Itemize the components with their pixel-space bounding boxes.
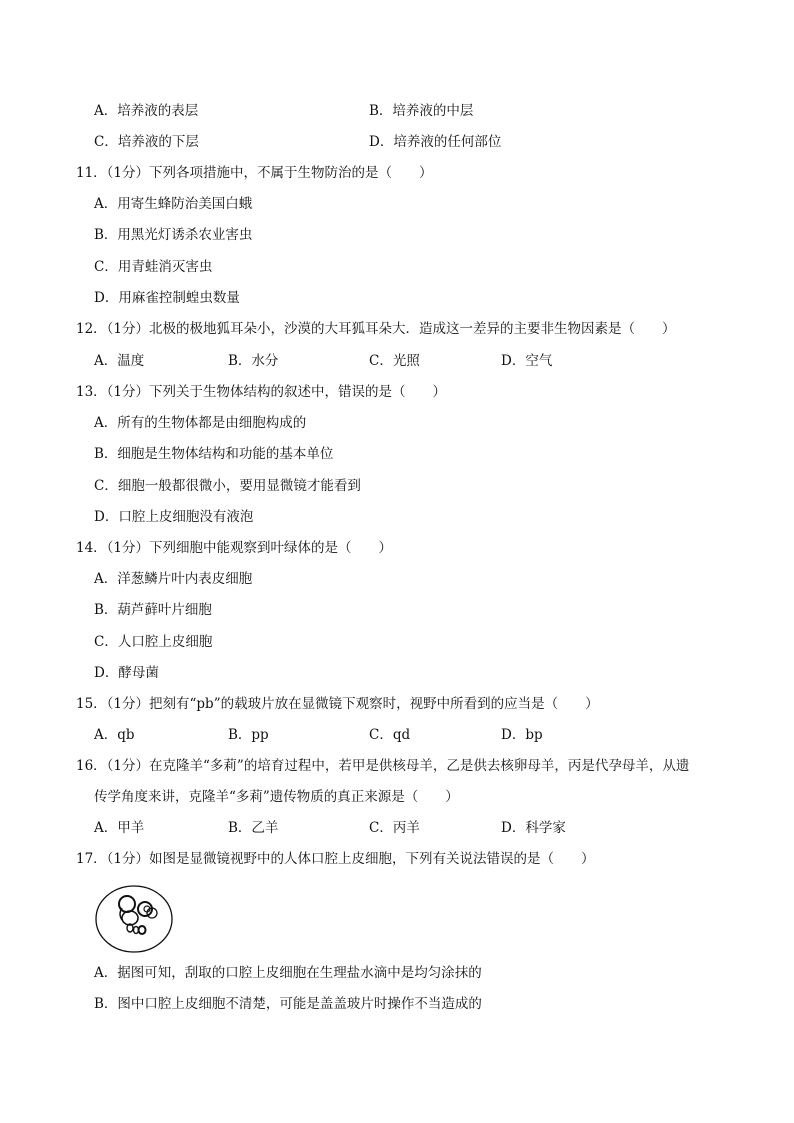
q12-option-c: C．光照 [369,353,420,369]
q15-option-a: A．qb [94,727,135,743]
q15-option-d: D．bp [501,727,543,743]
q12-option-d: D．空气 [501,353,553,369]
q13-option-d: D．口腔上皮细胞没有液泡 [94,509,254,525]
q11-stem: 11．（1分）下列各项措施中，不属于生物防治的是（ ） [76,165,433,181]
q13-option-b: B．细胞是生物体结构和功能的基本单位 [94,446,334,462]
q10-option-c: C．培养液的下层 [94,134,199,150]
q13-stem: 13．（1分）下列关于生物体结构的叙述中，错误的是（ ） [76,384,447,400]
q13-option-a: A．所有的生物体都是由细胞构成的 [94,415,307,431]
q14-option-c: C．人口腔上皮细胞 [94,634,213,650]
q10-option-b: B．培养液的中层 [369,103,474,119]
q16-option-b: B．乙羊 [228,820,279,836]
q16-stem-line2: 传学角度来讲，克隆羊“多莉”遗传物质的真正来源是（ ） [94,789,459,805]
q17-option-b: B．图中口腔上皮细胞不清楚，可能是盖盖玻片时操作不当造成的 [94,996,482,1012]
q14-option-b: B．葫芦藓叶片细胞 [94,602,212,618]
q14-stem: 14．（1分）下列细胞中能观察到叶绿体的是（ ） [76,540,393,556]
microscope-field-icon [94,884,174,954]
q11-option-b: B．用黑光灯诱杀农业害虫 [94,227,253,243]
q16-stem-line1: 16．（1分）在克隆羊“多莉”的培育过程中，若甲是供核母羊，乙是供去核卵母羊，丙是代孕母羊，从遗 [76,758,690,774]
q12-option-a: A．温度 [94,353,145,369]
q14-option-a: A．洋葱鳞片叶内表皮细胞 [94,571,253,587]
q17-stem: 17．（1分）如图是显微镜视野中的人体口腔上皮细胞，下列有关说法错误的是（ ） [76,851,595,867]
q11-option-c: C．用青蛙消灭害虫 [94,259,213,275]
q12-stem: 12．（1分）北极的极地狐耳朵小，沙漠的大耳狐耳朵大．造成这一差异的主要非生物因素是（ ） [76,321,676,337]
q16-option-a: A．甲羊 [94,820,145,836]
q11-option-d: D．用麻雀控制蝗虫数量 [94,290,240,306]
q10-option-a: A．培养液的表层 [94,103,199,119]
q10-option-d: D．培养液的任何部位 [369,134,502,150]
q11-option-a: A．用寄生蜂防治美国白蛾 [94,196,253,212]
q14-option-d: D．酵母菌 [94,665,159,681]
q16-option-c: C．丙羊 [369,820,420,836]
q13-option-c: C．细胞一般都很微小，要用显微镜才能看到 [94,478,361,494]
q15-stem: 15．（1分）把刻有“pb”的载玻片放在显微镜下观察时，视野中所看到的应当是（ ） [76,696,599,712]
q15-option-b: B．pp [228,727,269,743]
q17-option-a: A．据图可知，刮取的口腔上皮细胞在生理盐水滴中是均匀涂抹的 [94,965,482,981]
q16-option-d: D．科学家 [501,820,566,836]
q15-option-c: C．qd [369,727,411,743]
q12-option-b: B．水分 [228,353,279,369]
